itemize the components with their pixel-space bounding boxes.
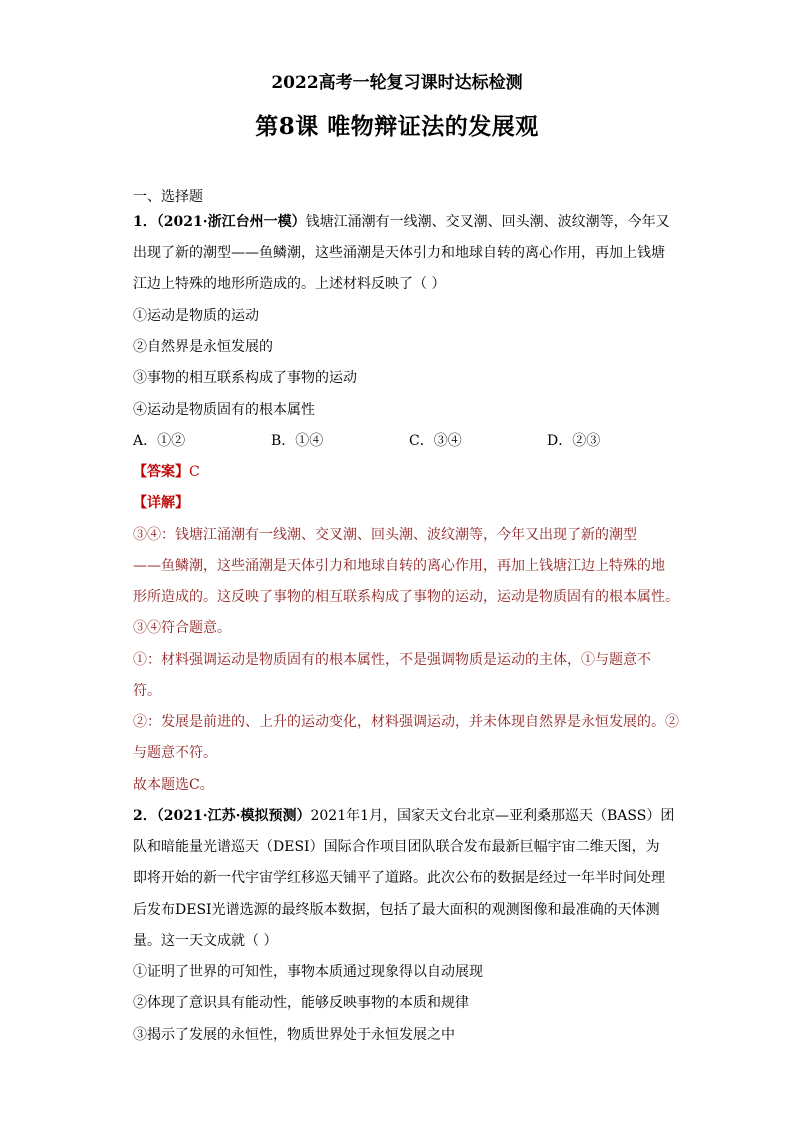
q1-stem-3: 江边上特殊的地形所造成的。上述材料反映了（ ） [133, 276, 446, 292]
detail-line: ②：发展是前进的、上升的运动变化，材料强调运动，并未体现自然界是永恒发展的。② [133, 714, 679, 730]
q2-statement: ③揭示了发展的永恒性，物质世界处于永恒发展之中 [133, 1027, 455, 1043]
conclusion: 故本题选C。 [133, 777, 214, 793]
detail-line: ——鱼鳞潮，这些涌潮是天体引力和地球自转的离心作用，再加上钱塘江边上特殊的地 [133, 558, 665, 574]
lesson-title: 第8课 唯物辩证法的发展观 [255, 113, 539, 140]
detail-label: 【详解】 [133, 495, 189, 511]
detail-line: 与题意不符。 [133, 745, 217, 761]
q2-statement: ②体现了意识具有能动性，能够反映事物的本质和规律 [133, 995, 469, 1011]
q1-statement: ①运动是物质的运动 [133, 308, 259, 324]
q1-number: 1． [133, 214, 157, 230]
option-b: B．①④ [271, 433, 324, 449]
q1-statement: ③事物的相互联系构成了事物的运动 [133, 370, 357, 386]
q2-source: （2021·江苏·模拟预测） [156, 808, 311, 824]
option-c: C．③④ [409, 433, 462, 449]
q2-stem-5: 量。这一天文成就（ ） [133, 933, 278, 949]
q2-stem-4: 后发布DESI光谱选源的最终版本数据，包括了最大面积的观测图像和最准确的天体测 [133, 902, 660, 918]
q1-statement: ④运动是物质固有的根本属性 [133, 402, 315, 418]
option-d: D．②③ [547, 433, 601, 449]
q1-stem-1: 钱塘江涌潮有一线潮、交叉潮、回头潮、波纹潮等，今年又 [305, 214, 670, 230]
q1-options [133, 431, 600, 451]
q2-stem-1: 2021年1月，国家天文台北京—亚利桑那巡天（BASS）团 [310, 808, 675, 824]
q1-answer [133, 462, 200, 482]
q2-number: 2． [133, 808, 157, 824]
q2-stem-2: 队和暗能量光谱巡天（DESI）国际合作项目团队联合发布最新巨幅宇宙二维天图，为 [133, 839, 660, 855]
detail-line: ①：材料强调运动是物质固有的根本属性，不是强调物质是运动的主体，①与题意不 [133, 652, 651, 668]
q1-stem-2: 出现了新的潮型——鱼鳞潮，这些涌潮是天体引力和地球自转的离心作用，再加上钱塘 [133, 245, 665, 261]
detail-line: 符。 [133, 683, 161, 699]
document-title: 2022高考一轮复习课时达标检测 [271, 73, 523, 93]
option-a: A．①② [133, 433, 186, 449]
detail-line: 形所造成的。这反映了事物的相互联系构成了事物的运动，运动是物质固有的根本属性。 [133, 589, 679, 605]
detail-line: ③④：钱塘江涌潮有一线潮、交叉潮、回头潮、波纹潮等，今年又出现了新的潮型 [133, 527, 637, 543]
q1-line-1 [133, 212, 670, 232]
answer-label: 【答案】 [133, 464, 189, 480]
q1-source: （2021·浙江台州一模） [156, 214, 306, 230]
q1-statement: ②自然界是永恒发展的 [133, 339, 273, 355]
section-heading: 一、选择题 [133, 189, 203, 205]
answer-value: C [189, 464, 200, 480]
detail-line: ③④符合题意。 [133, 620, 231, 636]
q2-line-1 [133, 806, 674, 826]
q2-statement: ①证明了世界的可知性，事物本质通过现象得以自动展现 [133, 964, 483, 980]
q2-stem-3: 即将开始的新一代宇宙学红移巡天铺平了道路。此次公布的数据是经过一年半时间处理 [133, 870, 665, 886]
